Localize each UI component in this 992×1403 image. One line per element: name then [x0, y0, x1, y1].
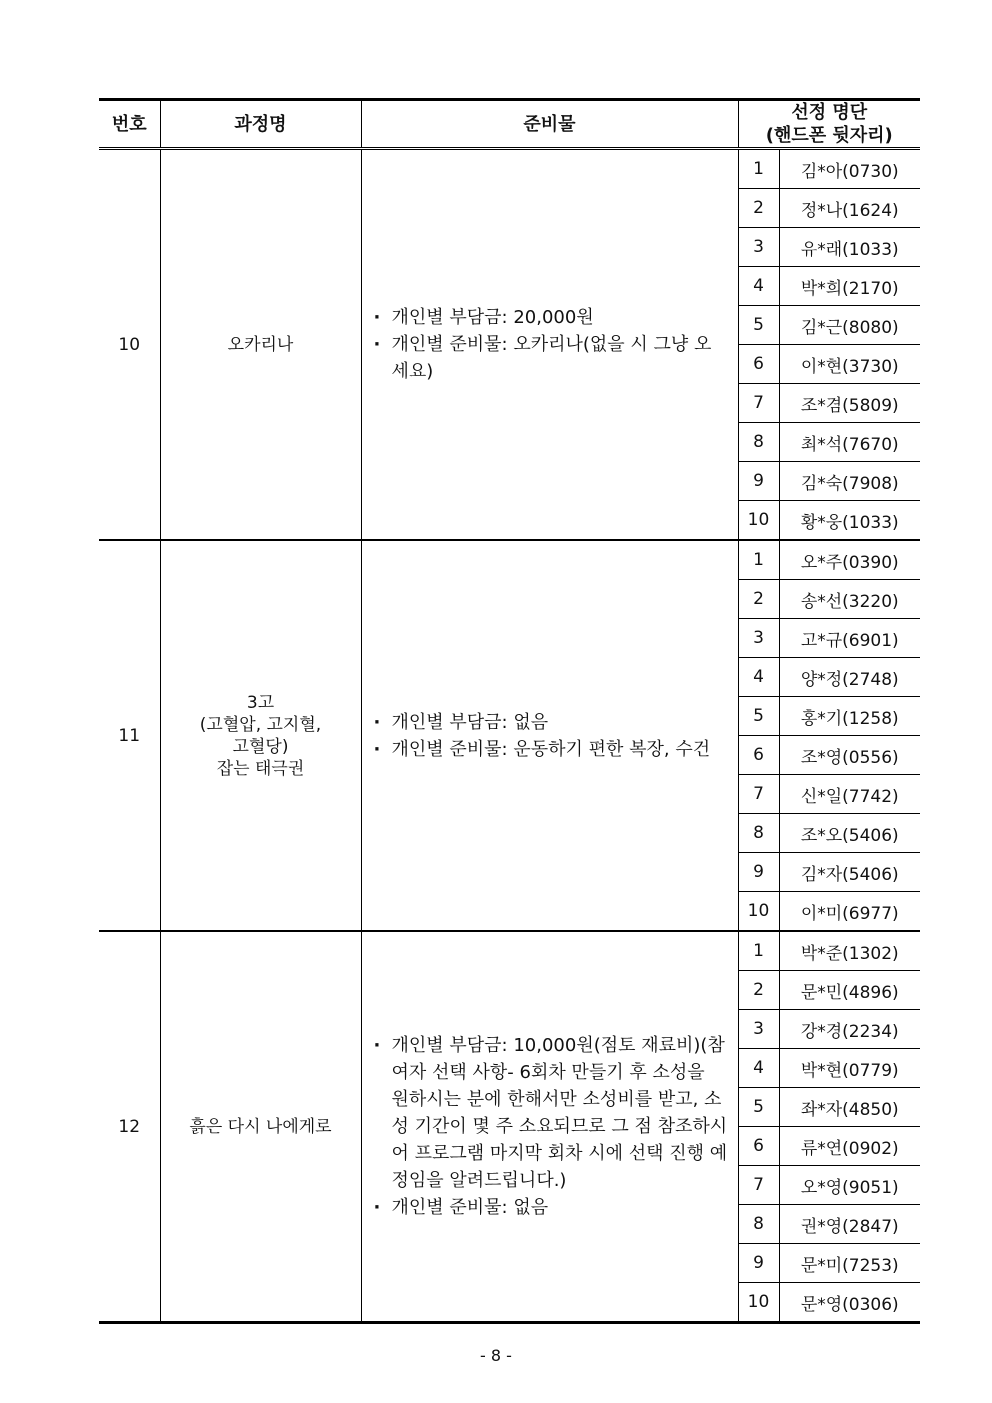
selected-name: 홍*기(1258) [779, 697, 920, 736]
selected-rank: 7 [738, 775, 779, 814]
selected-rank: 10 [738, 892, 779, 932]
selected-name: 권*영(2847) [779, 1205, 920, 1244]
selected-name: 고*규(6901) [779, 619, 920, 658]
selected-name: 문*민(4896) [779, 971, 920, 1010]
selected-name: 조*오(5406) [779, 814, 920, 853]
selected-rank: 3 [738, 228, 779, 267]
selected-rank: 8 [738, 423, 779, 462]
course-name-line: 오카리나 [227, 334, 294, 355]
prep-item: · 개인별 준비물: 운동하기 편한 복장, 수건 [374, 736, 728, 763]
prep-list [374, 709, 728, 763]
selected-name: 조*겸(5809) [779, 384, 920, 423]
table-header-row [99, 100, 920, 149]
selected-name: 이*미(6977) [779, 892, 920, 932]
header-number: 번호 [99, 100, 160, 149]
selected-name: 유*래(1033) [779, 228, 920, 267]
header-selected-line2: (핸드폰 뒷자리) [765, 125, 893, 146]
selected-name: 김*근(8080) [779, 306, 920, 345]
table-row [99, 931, 920, 971]
selected-rank: 4 [738, 1049, 779, 1088]
selected-rank: 10 [738, 501, 779, 541]
selected-name: 류*연(0902) [779, 1127, 920, 1166]
table-body [99, 149, 920, 1323]
selected-rank: 1 [738, 149, 779, 189]
selected-name: 황*웅(1033) [779, 501, 920, 541]
selected-name: 김*숙(7908) [779, 462, 920, 501]
selected-name: 박*현(0779) [779, 1049, 920, 1088]
selected-rank: 4 [738, 267, 779, 306]
course-name-line: 3고 [246, 692, 275, 713]
table-row [99, 149, 920, 189]
course-prep [361, 931, 738, 1323]
course-prep [361, 149, 738, 541]
course-name [160, 540, 361, 931]
selected-rank: 10 [738, 1283, 779, 1323]
selected-name: 강*경(2234) [779, 1010, 920, 1049]
course-prep [361, 540, 738, 931]
selected-name: 문*영(0306) [779, 1283, 920, 1323]
selected-name: 김*아(0730) [779, 149, 920, 189]
selected-name: 박*준(1302) [779, 931, 920, 971]
selected-rank: 9 [738, 462, 779, 501]
selected-rank: 9 [738, 1244, 779, 1283]
selected-name: 신*일(7742) [779, 775, 920, 814]
selected-rank: 1 [738, 540, 779, 580]
header-prep: 준비물 [361, 100, 738, 149]
selected-name: 오*영(9051) [779, 1166, 920, 1205]
selected-rank: 6 [738, 1127, 779, 1166]
selected-rank: 2 [738, 580, 779, 619]
selected-rank: 4 [738, 658, 779, 697]
course-name-line: 잡는 태극권 [216, 758, 305, 779]
selected-name: 송*선(3220) [779, 580, 920, 619]
selected-name: 조*영(0556) [779, 736, 920, 775]
selected-name: 정*나(1624) [779, 189, 920, 228]
course-name [160, 931, 361, 1323]
table-row [99, 540, 920, 580]
header-course: 과정명 [160, 100, 361, 149]
selected-rank: 2 [738, 189, 779, 228]
selected-rank: 5 [738, 1088, 779, 1127]
course-number: 10 [99, 149, 160, 541]
prep-item: · 개인별 준비물: 없음 [374, 1194, 728, 1221]
selected-rank: 6 [738, 736, 779, 775]
prep-item: · 개인별 부담금: 없음 [374, 709, 728, 736]
selected-rank: 7 [738, 384, 779, 423]
selected-rank: 5 [738, 697, 779, 736]
header-selected [738, 100, 920, 149]
prep-list [374, 1032, 728, 1221]
prep-item: · 개인별 부담금: 20,000원 [374, 304, 728, 331]
prep-item: · 개인별 부담금: 10,000원(점토 재료비)(참여자 선택 사항- 6회차 만들기 후 소성을 원하시는 분에 한해서만 소성비를 받고, 소성 기간이 몇 주 소요되므로 그 점 참조하시어 프로그램 마지막 회차 시에 선택 진행 예정임을 알려드립니다.) [374, 1032, 728, 1194]
selection-table [99, 98, 920, 1324]
header-selected-line1: 선정 명단 [791, 102, 868, 123]
course-number: 12 [99, 931, 160, 1323]
selected-rank: 5 [738, 306, 779, 345]
selected-name: 이*현(3730) [779, 345, 920, 384]
course-number: 11 [99, 540, 160, 931]
prep-list [374, 304, 728, 385]
selected-rank: 3 [738, 1010, 779, 1049]
selected-rank: 6 [738, 345, 779, 384]
page-number: - 8 - [480, 1346, 512, 1365]
selected-rank: 1 [738, 931, 779, 971]
prep-item: · 개인별 준비물: 오카리나(없을 시 그냥 오세요) [374, 331, 728, 385]
selected-rank: 8 [738, 814, 779, 853]
selected-rank: 7 [738, 1166, 779, 1205]
selected-name: 문*미(7253) [779, 1244, 920, 1283]
course-name [160, 149, 361, 541]
course-name-line: (고혈압, 고지혈, [199, 714, 322, 735]
selected-rank: 2 [738, 971, 779, 1010]
selected-rank: 3 [738, 619, 779, 658]
selected-name: 오*주(0390) [779, 540, 920, 580]
selected-rank: 8 [738, 1205, 779, 1244]
selected-name: 김*자(5406) [779, 853, 920, 892]
selected-name: 좌*자(4850) [779, 1088, 920, 1127]
selected-rank: 9 [738, 853, 779, 892]
course-name-line: 흙은 다시 나에게로 [189, 1116, 332, 1137]
course-name-line: 고혈당) [232, 736, 289, 757]
selected-name: 박*희(2170) [779, 267, 920, 306]
selected-name: 최*석(7670) [779, 423, 920, 462]
selected-name: 양*정(2748) [779, 658, 920, 697]
